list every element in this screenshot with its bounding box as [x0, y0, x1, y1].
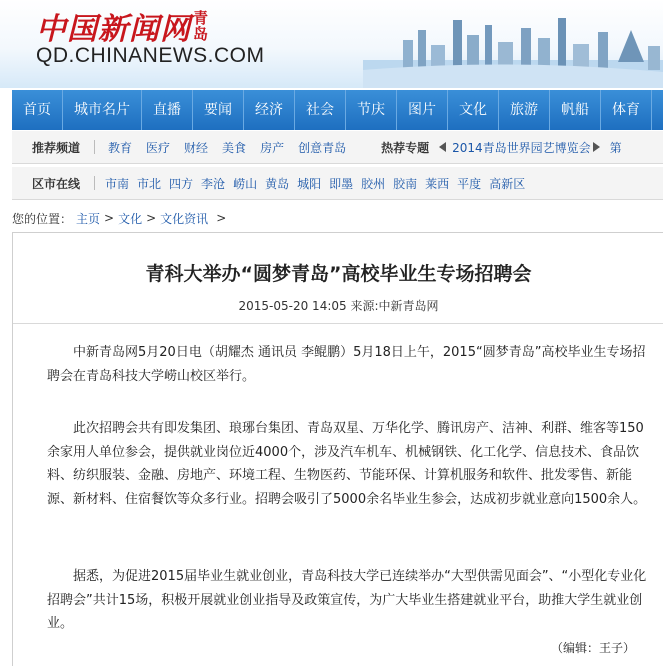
- recommend-link[interactable]: 房产: [260, 140, 285, 155]
- city-skyline-image: [363, 0, 663, 88]
- site-logo[interactable]: 中国新闻网: [36, 12, 191, 47]
- breadcrumb-separator: >: [216, 211, 227, 225]
- article-meta: 2015-05-20 14:05 来源:中新青岛网: [238, 299, 439, 313]
- title-divider: [13, 323, 663, 324]
- hot-topic-link[interactable]: 2014青岛世界园艺博览会: [452, 140, 591, 155]
- recommend-heading: 推荐频道: [32, 140, 81, 155]
- breadcrumb-link-culture-news[interactable]: 文化资讯: [160, 211, 209, 226]
- recommend-link[interactable]: 教育: [108, 140, 133, 155]
- recommend-link[interactable]: 财经: [184, 140, 209, 155]
- district-link[interactable]: 市北: [137, 176, 162, 191]
- nav-item[interactable]: 首页: [12, 90, 63, 130]
- district-link[interactable]: 黄岛: [265, 176, 290, 191]
- breadcrumb-separator: >: [104, 211, 115, 225]
- article-editor: （编辑：王子）: [550, 641, 635, 655]
- recommend-link[interactable]: 美食: [222, 140, 247, 155]
- site-url[interactable]: QD.CHINANEWS.COM: [36, 44, 265, 67]
- district-link[interactable]: 胶州: [361, 176, 386, 191]
- district-link[interactable]: 胶南: [393, 176, 418, 191]
- article-paragraph: 中新青岛网5月20日电（胡耀杰 通讯员 李鲲鹏）5月18日上午，2015“圆梦青岛”高校毕业生专场招聘会在青岛科技大学崂山校区举行。: [47, 345, 646, 384]
- nav-item[interactable]: 文化: [448, 90, 499, 130]
- district-link[interactable]: 李沧: [201, 176, 226, 191]
- nav-item[interactable]: 直播: [142, 90, 193, 130]
- article-paragraph: 据悉，为促进2015届毕业生就业创业，青岛科技大学已连续举办“大型供需见面会”、“小型化专业化招聘会”共计15场，积极开展就业创业指导及政策宣传，为广大毕业生搭建就业平台，助推大学生就业创业。: [47, 569, 647, 631]
- nav-item[interactable]: 社会: [295, 90, 346, 130]
- divider: [94, 140, 95, 154]
- nav-item[interactable]: 要闻: [193, 90, 244, 130]
- article: [12, 232, 663, 666]
- district-link[interactable]: 莱西: [425, 176, 450, 191]
- district-link[interactable]: 崂山: [233, 176, 258, 191]
- nav-item[interactable]: 旅游: [499, 90, 550, 130]
- arrow-left-icon[interactable]: [439, 142, 446, 152]
- district-link[interactable]: 平度: [457, 176, 482, 191]
- breadcrumb-prefix: 您的位置：: [12, 211, 73, 226]
- recommend-link[interactable]: 创意青岛: [298, 140, 347, 155]
- hot-topic-link[interactable]: 第: [609, 140, 622, 155]
- nav-item[interactable]: 城市名片: [63, 90, 142, 130]
- districts-row: [12, 167, 663, 200]
- article-title: 青科大举办“圆梦青岛”高校毕业生专场招聘会: [145, 263, 532, 285]
- hot-topics-heading: 热荐专题: [381, 140, 430, 155]
- logo-city-label: 青岛: [191, 10, 209, 42]
- nav-item[interactable]: 体育: [601, 90, 652, 130]
- nav-item[interactable]: 节庆: [346, 90, 397, 130]
- district-link[interactable]: 城阳: [297, 176, 322, 191]
- nav-item[interactable]: 帆船: [550, 90, 601, 130]
- district-link[interactable]: 高新区: [489, 176, 526, 191]
- breadcrumb-link-culture[interactable]: 文化: [118, 211, 143, 226]
- article-paragraph: 此次招聘会共有即发集团、琅琊台集团、青岛双星、万华化学、腾讯房产、洁神、利群、维客等150余家用人单位参会，提供就业岗位近4000个，涉及汽车机车、机械钢铁、化工化学、信息技术、食品饮料、纺织服装、金融、房地产、环境工程、生物医药、节能环保、计算机服务和软件、批发零售、新能源、新材料、住宿餐饮等众多行业。招聘会吸引了5000余名毕业生参会，达成初步就业意向1500余人。: [47, 421, 647, 507]
- main-nav: [12, 90, 663, 130]
- breadcrumb-link-home[interactable]: 主页: [76, 211, 101, 226]
- district-link[interactable]: 市南: [105, 176, 130, 191]
- divider: [94, 176, 95, 190]
- nav-item[interactable]: 图片: [397, 90, 448, 130]
- district-link[interactable]: 四方: [169, 176, 194, 191]
- site-header: [0, 0, 663, 88]
- district-link[interactable]: 即墨: [329, 176, 354, 191]
- breadcrumb: [12, 207, 663, 229]
- nav-item[interactable]: 经济: [244, 90, 295, 130]
- recommend-row: [12, 131, 663, 164]
- breadcrumb-separator: >: [146, 211, 157, 225]
- districts-heading: 区市在线: [32, 176, 81, 191]
- arrow-right-icon[interactable]: [593, 142, 600, 152]
- recommend-link[interactable]: 医疗: [146, 140, 171, 155]
